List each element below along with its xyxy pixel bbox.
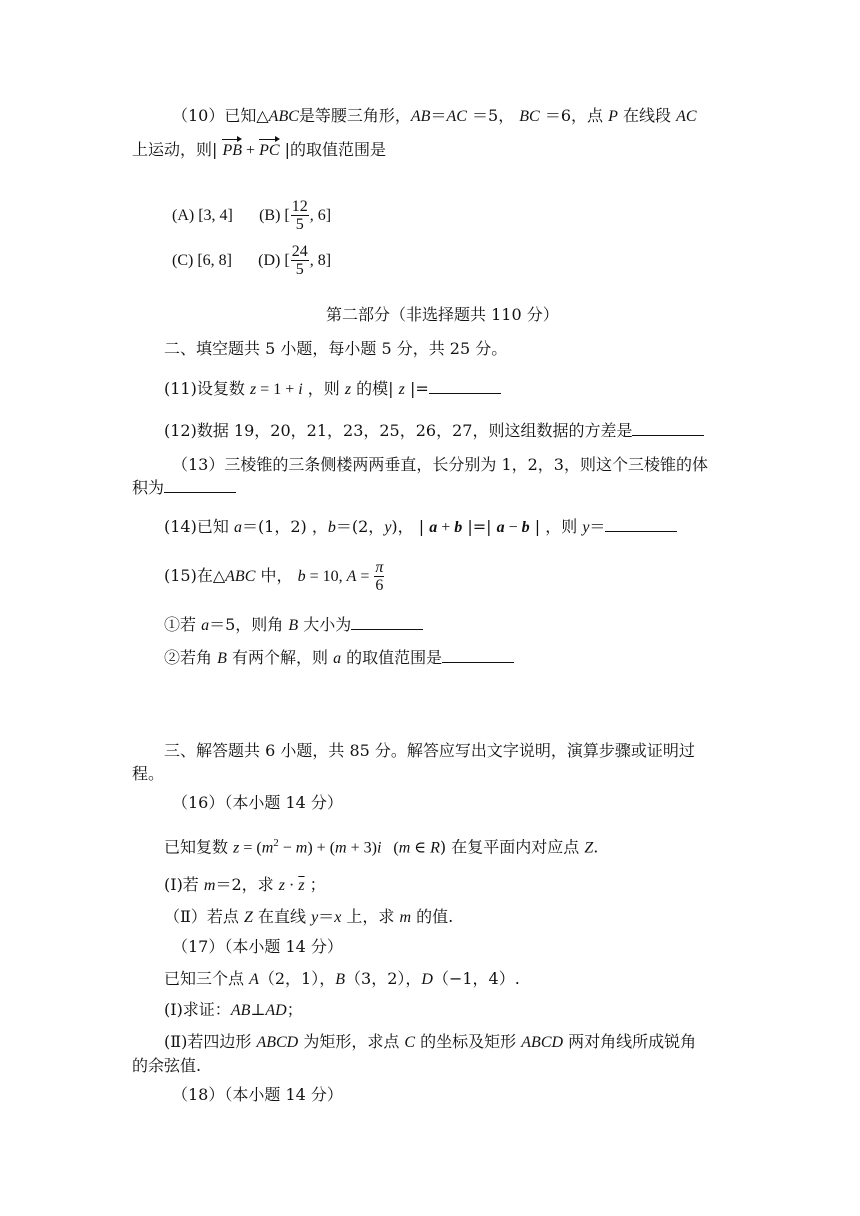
q12: (12)数据 19，20，21，23，25，26，27，则这组数据的方差是 xyxy=(164,420,704,442)
fraction-pi-6: $\frac{\pi}{6}$ xyxy=(375,559,384,594)
q13-line1: （13）三棱锥的三条侧楼两两垂直，长分别为 1，2，3，则这个三棱锥的体 xyxy=(172,455,708,474)
answer-blank xyxy=(164,477,236,493)
section3-header-line2: 程。 xyxy=(132,764,165,783)
q17-part1: (Ⅰ)求证：AB⊥AD； xyxy=(164,1000,303,1019)
q17-part2-line2: 的余弦值. xyxy=(132,1056,202,1075)
q18-title: （18）（本小题 14 分） xyxy=(172,1085,343,1104)
q15-sub2: ②若角 B 有两个解，则 a 的取值范围是 xyxy=(164,647,514,670)
fraction-24-5: $\frac{24}{5}$ xyxy=(291,243,308,278)
option-c: (C) [6, 8] xyxy=(172,252,232,269)
q11: (11)设复数 z = 1 + i ，则 z 的模| z |= xyxy=(164,378,501,401)
conjugate-z: $\overline{z}$ xyxy=(298,877,305,894)
answer-blank xyxy=(351,614,423,630)
q15: (15)在△ABC 中， b = 10, A = $\frac{\pi}{6}$ xyxy=(164,559,384,594)
answer-blank xyxy=(632,420,704,436)
fraction-12-5: $\frac{12}{5}$ xyxy=(291,198,308,233)
q13-line2: 积为 xyxy=(132,477,236,499)
q14: (14)已知 a＝(1，2) ，b＝(2，y)， | a + b |=| a − b | ，则 y＝ xyxy=(164,516,677,539)
q16-part2: （Ⅱ）若点 Z 在直线 y＝x 上，求 m 的值. xyxy=(164,907,454,926)
q10-line1: （10）已知△ABC是等腰三角形，AB＝AC ＝5， BC ＝6，点 P 在线段 AC xyxy=(172,106,697,125)
answer-blank xyxy=(429,378,501,394)
section3-header-line1: 三、解答题共 6 小题，共 85 分。解答应写出文字说明，演算步骤或证明过 xyxy=(164,741,695,760)
q16-stem: 已知复数 $z = (m^2 - m) + (m + 3)i$ (m ∈ R) 在复平面内对应点 Z. xyxy=(164,837,599,857)
answer-blank xyxy=(605,516,677,532)
vector-pb: PB xyxy=(222,140,242,162)
q10-options-row1: (A) [3, 4] (B) [ $\frac{12}{5}$ , 6] xyxy=(172,198,332,233)
part2-title: 第二部分（非选择题共 110 分） xyxy=(326,305,559,324)
q17-stem: 已知三个点 A（2，1），B（3，2），D（−1，4）. xyxy=(164,969,520,988)
section2-header: 二、填空题共 5 小题，每小题 5 分，共 25 分。 xyxy=(164,339,508,358)
q17-title: （17）（本小题 14 分） xyxy=(172,937,343,956)
option-a: (A) [3, 4] xyxy=(172,207,233,224)
q10-options-row2: (C) [6, 8] (D) [ $\frac{24}{5}$ , 8] xyxy=(172,243,332,278)
q16-part1: (Ⅰ)若 m＝2，求 $z \cdot \overline{z}$ ； xyxy=(164,875,326,894)
vector-pc: PC xyxy=(259,140,279,162)
answer-blank xyxy=(442,647,514,663)
q10-line2: 上运动，则| PB + PC |的取值范围是 xyxy=(132,139,386,162)
q15-sub1: ①若 a＝5，则角 B 大小为 xyxy=(164,614,423,637)
q16-title: （16）（本小题 14 分） xyxy=(172,793,343,812)
q17-part2-line1: (Ⅱ)若四边形 ABCD 为矩形，求点 C 的坐标及矩形 ABCD 两对角线所成锐角 xyxy=(164,1032,697,1051)
